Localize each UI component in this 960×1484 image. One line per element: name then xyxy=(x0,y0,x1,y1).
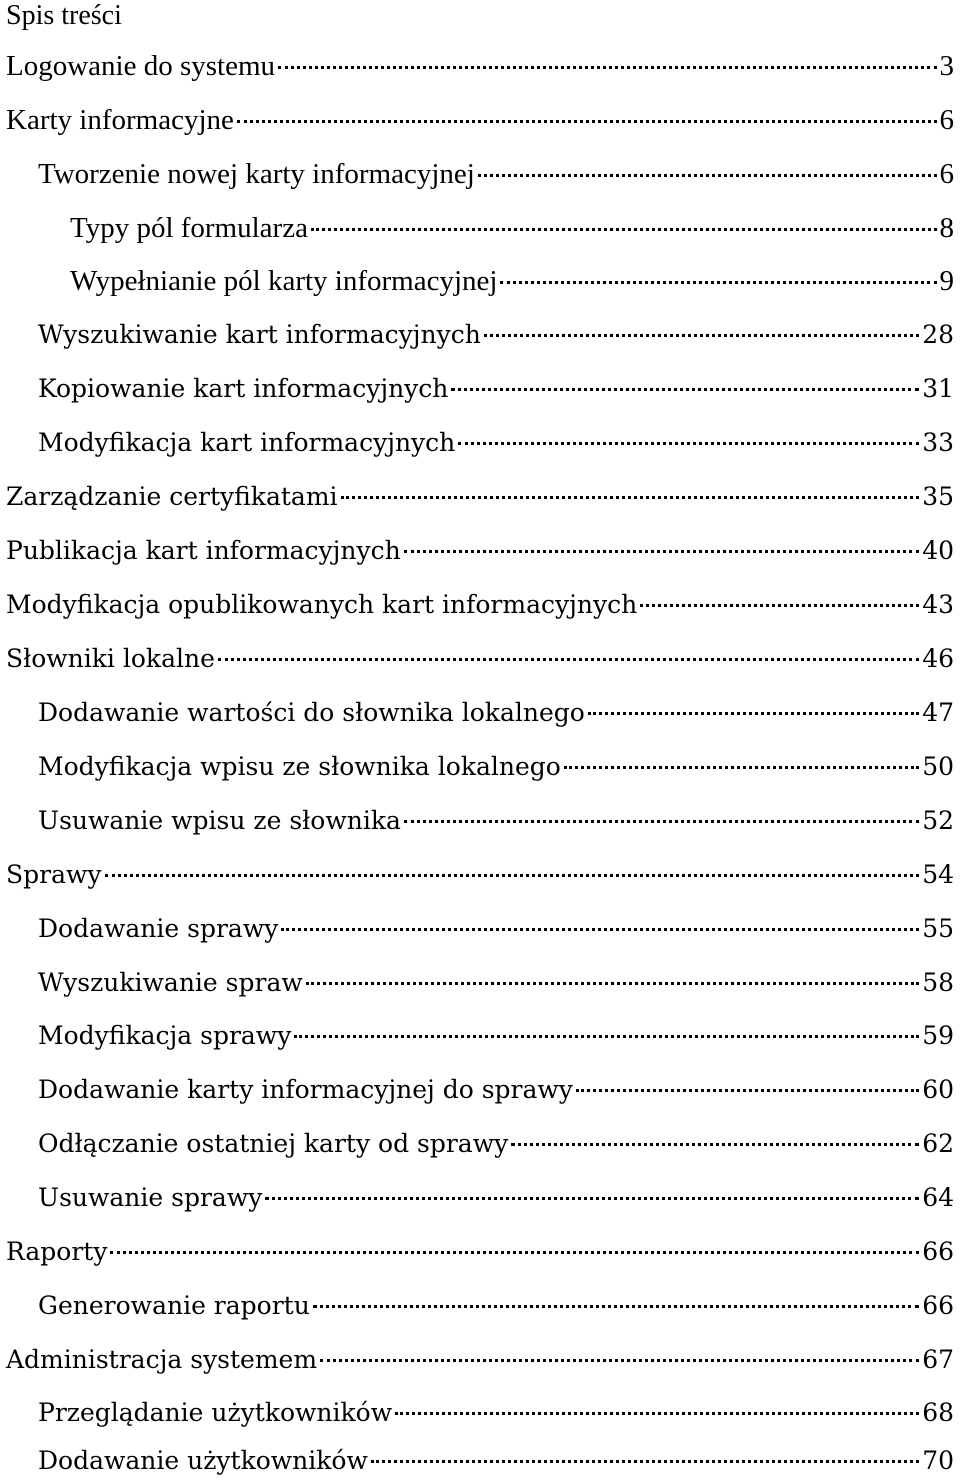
toc-entry-page: 35 xyxy=(922,482,954,511)
toc-entry-page: 43 xyxy=(922,590,954,619)
toc-entry[interactable] xyxy=(38,1291,954,1327)
toc-entry[interactable] xyxy=(38,914,954,950)
leader-dots xyxy=(281,928,919,931)
toc-title: Spis treści xyxy=(6,0,122,31)
toc-entry-page: 6 xyxy=(939,158,954,190)
toc-entry-page: 52 xyxy=(922,806,954,835)
toc-entry[interactable] xyxy=(70,265,954,301)
toc-entry[interactable] xyxy=(38,1129,954,1165)
toc-entry-page: 9 xyxy=(939,265,954,297)
leader-dots xyxy=(237,120,937,123)
toc-entry[interactable] xyxy=(6,860,954,896)
toc-entry-label: Dodawanie wartości do słownika lokalnego xyxy=(38,698,585,727)
leader-dots xyxy=(404,550,919,553)
leader-dots xyxy=(218,658,919,661)
toc-entry-label: Usuwanie sprawy xyxy=(38,1183,263,1212)
toc-entry[interactable] xyxy=(38,1398,954,1434)
toc-entry-page: 66 xyxy=(922,1237,954,1266)
leader-dots xyxy=(576,1089,919,1092)
toc-entry-label: Typy pól formularza xyxy=(70,212,308,244)
toc-entry-page: 58 xyxy=(922,968,954,997)
leader-dots xyxy=(511,1143,919,1146)
toc-entry-label: Usuwanie wpisu ze słownika xyxy=(38,806,401,835)
toc-entry-page: 68 xyxy=(922,1398,954,1427)
toc-entry-label: Modyfikacja opublikowanych kart informacyjnych xyxy=(6,590,638,619)
toc-entry[interactable] xyxy=(38,968,954,1004)
toc-entry[interactable] xyxy=(6,1237,954,1273)
toc-entry-label: Logowanie do systemu xyxy=(6,50,276,82)
leader-dots xyxy=(306,982,919,985)
leader-dots xyxy=(320,1359,919,1362)
toc-entry[interactable] xyxy=(6,1345,954,1381)
toc-entry[interactable] xyxy=(6,104,954,140)
toc-entry-label: Odłączanie ostatniej karty od sprawy xyxy=(38,1129,509,1158)
toc-entry-page: 6 xyxy=(939,104,954,136)
toc-entry-page: 31 xyxy=(922,374,954,403)
leader-dots xyxy=(371,1460,919,1463)
leader-dots xyxy=(478,174,937,177)
toc-entry[interactable] xyxy=(6,50,954,86)
leader-dots xyxy=(484,334,919,337)
leader-dots xyxy=(500,281,936,284)
toc-entry-page: 50 xyxy=(922,752,954,781)
toc-entry-page: 60 xyxy=(922,1075,954,1104)
toc-entry-label: Dodawanie użytkowników xyxy=(38,1446,368,1475)
toc-entry[interactable] xyxy=(38,806,954,842)
toc-entry[interactable] xyxy=(6,590,954,626)
toc-entry-label: Modyfikacja wpisu ze słownika lokalnego xyxy=(38,752,561,781)
toc-entry[interactable] xyxy=(38,1075,954,1111)
leader-dots xyxy=(640,604,919,607)
toc-entry-label: Kopiowanie kart informacyjnych xyxy=(38,374,449,403)
leader-dots xyxy=(404,820,919,823)
toc-entry-page: 64 xyxy=(922,1183,954,1212)
toc-entry[interactable] xyxy=(38,158,954,194)
toc-entry-label: Dodawanie karty informacyjnej do sprawy xyxy=(38,1075,573,1104)
toc-entry-page: 62 xyxy=(922,1129,954,1158)
leader-dots xyxy=(395,1412,919,1415)
leader-dots xyxy=(458,442,919,445)
toc-entry-page: 8 xyxy=(939,212,954,244)
toc-entry-page: 33 xyxy=(922,428,954,457)
toc-entry-label: Administracja systemem xyxy=(6,1345,318,1374)
toc-entry-label: Sprawy xyxy=(6,860,102,889)
toc-entry-page: 66 xyxy=(922,1291,954,1320)
toc-entry[interactable] xyxy=(38,752,954,788)
toc-entry-label: Raporty xyxy=(6,1237,108,1266)
toc-entry[interactable] xyxy=(38,698,954,734)
toc-entry-label: Wypełnianie pól karty informacyjnej xyxy=(70,265,498,297)
toc-entry-label: Wyszukiwanie spraw xyxy=(38,968,303,997)
leader-dots xyxy=(341,496,920,499)
leader-dots xyxy=(564,766,919,769)
toc-entry[interactable] xyxy=(38,320,954,356)
toc-entry[interactable] xyxy=(38,1183,954,1219)
leader-dots xyxy=(588,712,919,715)
toc-entry-page: 3 xyxy=(939,50,954,82)
leader-dots xyxy=(294,1035,919,1038)
toc-entry-label: Generowanie raportu xyxy=(38,1291,310,1320)
toc-entry[interactable] xyxy=(70,212,954,248)
toc-entry-page: 46 xyxy=(922,644,954,673)
toc-entry-page: 47 xyxy=(922,698,954,727)
toc-entry[interactable] xyxy=(6,482,954,518)
leader-dots xyxy=(278,66,936,69)
toc-entry-page: 70 xyxy=(922,1446,954,1475)
toc-entry-label: Wyszukiwanie kart informacyjnych xyxy=(38,320,481,349)
toc-entry[interactable] xyxy=(38,374,954,410)
toc-entry-label: Dodawanie sprawy xyxy=(38,914,279,943)
toc-entry-page: 55 xyxy=(922,914,954,943)
toc-entry[interactable] xyxy=(38,1021,954,1057)
leader-dots xyxy=(110,1251,919,1254)
toc-entry[interactable] xyxy=(6,536,954,572)
toc-entry-page: 54 xyxy=(922,860,954,889)
leader-dots xyxy=(313,1305,919,1308)
toc-entry-label: Modyfikacja kart informacyjnych xyxy=(38,428,456,457)
toc-entry-label: Karty informacyjne xyxy=(6,104,234,136)
toc-entry-label: Zarządzanie certyfikatami xyxy=(6,482,338,511)
toc-entry-label: Słowniki lokalne xyxy=(6,644,215,673)
toc-entry[interactable] xyxy=(38,1446,954,1482)
toc-entry-label: Przeglądanie użytkowników xyxy=(38,1398,393,1427)
toc-entry-label: Publikacja kart informacyjnych xyxy=(6,536,401,565)
toc-entry[interactable] xyxy=(6,644,954,680)
leader-dots xyxy=(311,228,937,231)
leader-dots xyxy=(105,874,920,877)
toc-entry-page: 67 xyxy=(922,1345,954,1374)
toc-entry-label: Tworzenie nowej karty informacyjnej xyxy=(38,158,475,190)
toc-entry-page: 59 xyxy=(922,1021,954,1050)
toc-entry-page: 28 xyxy=(922,320,954,349)
leader-dots xyxy=(265,1197,919,1200)
leader-dots xyxy=(451,388,919,391)
toc-entry-label: Modyfikacja sprawy xyxy=(38,1021,292,1050)
toc-entry-page: 40 xyxy=(922,536,954,565)
toc-entry[interactable] xyxy=(38,428,954,464)
